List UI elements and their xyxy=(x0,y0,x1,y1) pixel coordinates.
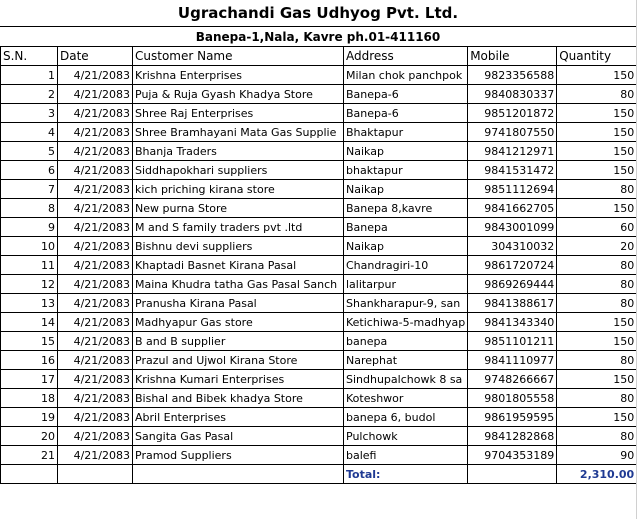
table-row xyxy=(1,275,637,294)
table-row xyxy=(1,66,637,85)
cell-customer[interactable]: Khaptadi Basnet Kirana Pasal xyxy=(133,256,344,275)
cell-mobile[interactable]: 9801805558 xyxy=(468,389,557,408)
table-row xyxy=(1,123,637,142)
cell-quantity[interactable]: 60 xyxy=(557,218,637,237)
cell-address[interactable]: Naikap xyxy=(344,180,468,199)
cell-address[interactable]: Koteshwor xyxy=(344,389,468,408)
cell-mobile[interactable]: 304310032 xyxy=(468,237,557,256)
column-header-quantity[interactable]: Quantity xyxy=(557,47,637,66)
cell-sn[interactable]: 17 xyxy=(1,370,58,389)
cell-mobile[interactable]: 9841531472 xyxy=(468,161,557,180)
cell-address[interactable]: Bhaktapur xyxy=(344,123,468,142)
cell-mobile[interactable]: 9851112694 xyxy=(468,180,557,199)
table-row xyxy=(1,85,637,104)
column-header-mobile[interactable]: Mobile xyxy=(468,47,557,66)
cell-sn[interactable]: 14 xyxy=(1,313,58,332)
cell-address[interactable]: Banepa-6 xyxy=(344,104,468,123)
column-header-customer[interactable]: Customer Name xyxy=(133,47,344,66)
cell-customer[interactable]: Krishna Enterprises xyxy=(133,66,344,85)
cell-quantity[interactable]: 150 xyxy=(557,123,637,142)
table-row xyxy=(1,104,637,123)
cell-mobile[interactable]: 9841212971 xyxy=(468,142,557,161)
cell-customer[interactable]: Krishna Kumari Enterprises xyxy=(133,370,344,389)
table-row xyxy=(1,218,637,237)
cell-customer[interactable]: kich priching kirana store xyxy=(133,180,344,199)
cell-sn[interactable]: 9 xyxy=(1,218,58,237)
table-row xyxy=(1,294,637,313)
cell-date[interactable]: 4/21/2083 xyxy=(58,408,133,427)
cell-mobile[interactable]: 9748266667 xyxy=(468,370,557,389)
cell-date[interactable]: 4/21/2083 xyxy=(58,199,133,218)
cell-date[interactable]: 4/21/2083 xyxy=(58,275,133,294)
cell-mobile[interactable]: 9841110977 xyxy=(468,351,557,370)
cell-mobile[interactable]: 9841662705 xyxy=(468,199,557,218)
cell-sn[interactable]: 5 xyxy=(1,142,58,161)
cell-date[interactable]: 4/21/2083 xyxy=(58,332,133,351)
cell-date[interactable]: 4/21/2083 xyxy=(58,256,133,275)
cell-mobile[interactable]: 9840830337 xyxy=(468,85,557,104)
cell-mobile[interactable]: 9704353189 xyxy=(468,446,557,465)
cell-address[interactable]: Pulchowk xyxy=(344,427,468,446)
cell-sn[interactable]: 3 xyxy=(1,104,58,123)
table-row xyxy=(1,256,637,275)
cell-date[interactable]: 4/21/2083 xyxy=(58,370,133,389)
table-row xyxy=(1,237,637,256)
cell-quantity[interactable]: 80 xyxy=(557,351,637,370)
cell-quantity[interactable]: 20 xyxy=(557,237,637,256)
cell-date[interactable]: 4/21/2083 xyxy=(58,389,133,408)
table-row xyxy=(1,199,637,218)
cell-customer[interactable]: Madhyapur Gas store xyxy=(133,313,344,332)
cell-sn[interactable]: 7 xyxy=(1,180,58,199)
cell-quantity[interactable]: 150 xyxy=(557,161,637,180)
cell-date[interactable]: 4/21/2083 xyxy=(58,351,133,370)
company-address-line[interactable]: Banepa-1,Nala, Kavre ph.01-411160 xyxy=(0,27,636,47)
cell-address[interactable]: lalitarpur xyxy=(344,275,468,294)
cell-sn[interactable]: 11 xyxy=(1,256,58,275)
cell-quantity[interactable]: 150 xyxy=(557,142,637,161)
cell-quantity[interactable]: 150 xyxy=(557,313,637,332)
cell-quantity[interactable]: 150 xyxy=(557,199,637,218)
cell-customer[interactable]: Pranusha Kirana Pasal xyxy=(133,294,344,313)
cell-sn[interactable]: 1 xyxy=(1,66,58,85)
cell-mobile[interactable]: 9841343340 xyxy=(468,313,557,332)
cell-quantity[interactable]: 90 xyxy=(557,446,637,465)
cell-quantity[interactable]: 150 xyxy=(557,66,637,85)
cell-quantity[interactable]: 150 xyxy=(557,104,637,123)
cell-mobile[interactable]: 9851101211 xyxy=(468,332,557,351)
cell-address[interactable]: Milan chok panchpok xyxy=(344,66,468,85)
cell-customer[interactable]: Pramod Suppliers xyxy=(133,446,344,465)
table-row xyxy=(1,446,637,465)
cell-quantity[interactable]: 150 xyxy=(557,332,637,351)
cell-mobile[interactable]: 9861720724 xyxy=(468,256,557,275)
cell-customer[interactable]: Shree Bramhayani Mata Gas Supplie xyxy=(133,123,344,142)
cell-sn[interactable]: 2 xyxy=(1,85,58,104)
cell-sn[interactable]: 10 xyxy=(1,237,58,256)
cell-sn[interactable]: 20 xyxy=(1,427,58,446)
table-row xyxy=(1,389,637,408)
cell-date[interactable]: 4/21/2083 xyxy=(58,446,133,465)
empty-cell[interactable] xyxy=(58,465,133,484)
cell-quantity[interactable]: 80 xyxy=(557,427,637,446)
cell-customer[interactable]: New purna Store xyxy=(133,199,344,218)
cell-mobile[interactable]: 9841282868 xyxy=(468,427,557,446)
cell-customer[interactable]: B and B supplier xyxy=(133,332,344,351)
cell-customer[interactable]: M and S family traders pvt .ltd xyxy=(133,218,344,237)
gridline xyxy=(636,0,637,519)
cell-address[interactable]: banepa xyxy=(344,332,468,351)
cell-mobile[interactable]: 9823356588 xyxy=(468,66,557,85)
cell-customer[interactable]: Bishal and Bibek khadya Store xyxy=(133,389,344,408)
cell-quantity[interactable]: 150 xyxy=(557,370,637,389)
cell-address[interactable]: Naikap xyxy=(344,237,468,256)
empty-cell[interactable] xyxy=(1,465,58,484)
column-header-sn[interactable]: S.N. xyxy=(1,47,58,66)
cell-date[interactable]: 4/21/2083 xyxy=(58,161,133,180)
total-row xyxy=(1,465,637,484)
table-row xyxy=(1,142,637,161)
cell-customer[interactable]: Siddhapokhari suppliers xyxy=(133,161,344,180)
cell-customer[interactable]: Shree Raj Enterprises xyxy=(133,104,344,123)
table-row xyxy=(1,332,637,351)
header-row xyxy=(1,47,637,66)
cell-mobile[interactable]: 9851201872 xyxy=(468,104,557,123)
cell-address[interactable]: Chandragiri-10 xyxy=(344,256,468,275)
cell-address[interactable]: bhaktapur xyxy=(344,161,468,180)
cell-address[interactable]: Banepa 8,kavre xyxy=(344,199,468,218)
cell-sn[interactable]: 18 xyxy=(1,389,58,408)
cell-quantity[interactable]: 80 xyxy=(557,389,637,408)
cell-sn[interactable]: 19 xyxy=(1,408,58,427)
sales-table xyxy=(0,46,637,484)
cell-address[interactable]: Ketichiwa-5-madhyap xyxy=(344,313,468,332)
column-header-date[interactable]: Date xyxy=(58,47,133,66)
cell-date[interactable]: 4/21/2083 xyxy=(58,313,133,332)
cell-quantity[interactable]: 80 xyxy=(557,294,637,313)
table-row xyxy=(1,161,637,180)
table-row xyxy=(1,313,637,332)
cell-sn[interactable]: 12 xyxy=(1,275,58,294)
cell-quantity[interactable]: 150 xyxy=(557,408,637,427)
total-value[interactable]: 2,310.00 xyxy=(557,465,637,484)
empty-cell[interactable] xyxy=(468,465,557,484)
cell-mobile[interactable]: 9841388617 xyxy=(468,294,557,313)
cell-date[interactable]: 4/21/2083 xyxy=(58,180,133,199)
cell-customer[interactable]: Bhanja Traders xyxy=(133,142,344,161)
cell-sn[interactable]: 8 xyxy=(1,199,58,218)
table-row xyxy=(1,351,637,370)
cell-mobile[interactable]: 9861959595 xyxy=(468,408,557,427)
cell-date[interactable]: 4/21/2083 xyxy=(58,85,133,104)
cell-quantity[interactable]: 80 xyxy=(557,256,637,275)
cell-address[interactable]: Narephat xyxy=(344,351,468,370)
table-row xyxy=(1,180,637,199)
cell-quantity[interactable]: 80 xyxy=(557,275,637,294)
table-row xyxy=(1,408,637,427)
cell-date[interactable]: 4/21/2083 xyxy=(58,123,133,142)
total-label[interactable]: Total: xyxy=(344,465,468,484)
cell-date[interactable]: 4/21/2083 xyxy=(58,294,133,313)
cell-quantity[interactable]: 80 xyxy=(557,85,637,104)
column-header-address[interactable]: Address xyxy=(344,47,468,66)
cell-date[interactable]: 4/21/2083 xyxy=(58,142,133,161)
cell-customer[interactable]: Sangita Gas Pasal xyxy=(133,427,344,446)
cell-sn[interactable]: 16 xyxy=(1,351,58,370)
cell-customer[interactable]: Prazul and Ujwol Kirana Store xyxy=(133,351,344,370)
cell-sn[interactable]: 15 xyxy=(1,332,58,351)
cell-customer[interactable]: Abril Enterprises xyxy=(133,408,344,427)
cell-sn[interactable]: 21 xyxy=(1,446,58,465)
table-body xyxy=(1,66,637,484)
cell-date[interactable]: 4/21/2083 xyxy=(58,427,133,446)
cell-address[interactable]: Banepa xyxy=(344,218,468,237)
cell-sn[interactable]: 4 xyxy=(1,123,58,142)
company-title[interactable]: Ugrachandi Gas Udhyog Pvt. Ltd. xyxy=(0,0,636,27)
cell-address[interactable]: Sindhupalchowk 8 sa xyxy=(344,370,468,389)
table-row xyxy=(1,427,637,446)
cell-sn[interactable]: 6 xyxy=(1,161,58,180)
cell-address[interactable]: Shankharapur-9, san xyxy=(344,294,468,313)
cell-sn[interactable]: 13 xyxy=(1,294,58,313)
cell-quantity[interactable]: 80 xyxy=(557,180,637,199)
cell-customer[interactable]: Bishnu devi suppliers xyxy=(133,237,344,256)
cell-address[interactable]: Naikap xyxy=(344,142,468,161)
empty-cell[interactable] xyxy=(133,465,344,484)
cell-customer[interactable]: Puja & Ruja Gyash Khadya Store xyxy=(133,85,344,104)
cell-customer[interactable]: Maina Khudra tatha Gas Pasal Sanch xyxy=(133,275,344,294)
cell-date[interactable]: 4/21/2083 xyxy=(58,66,133,85)
cell-mobile[interactable]: 9843001099 xyxy=(468,218,557,237)
cell-address[interactable]: banepa 6, budol xyxy=(344,408,468,427)
table-row xyxy=(1,370,637,389)
cell-address[interactable]: Banepa-6 xyxy=(344,85,468,104)
cell-date[interactable]: 4/21/2083 xyxy=(58,237,133,256)
cell-mobile[interactable]: 9741807550 xyxy=(468,123,557,142)
cell-mobile[interactable]: 9869269444 xyxy=(468,275,557,294)
cell-date[interactable]: 4/21/2083 xyxy=(58,218,133,237)
cell-date[interactable]: 4/21/2083 xyxy=(58,104,133,123)
cell-address[interactable]: balefi xyxy=(344,446,468,465)
